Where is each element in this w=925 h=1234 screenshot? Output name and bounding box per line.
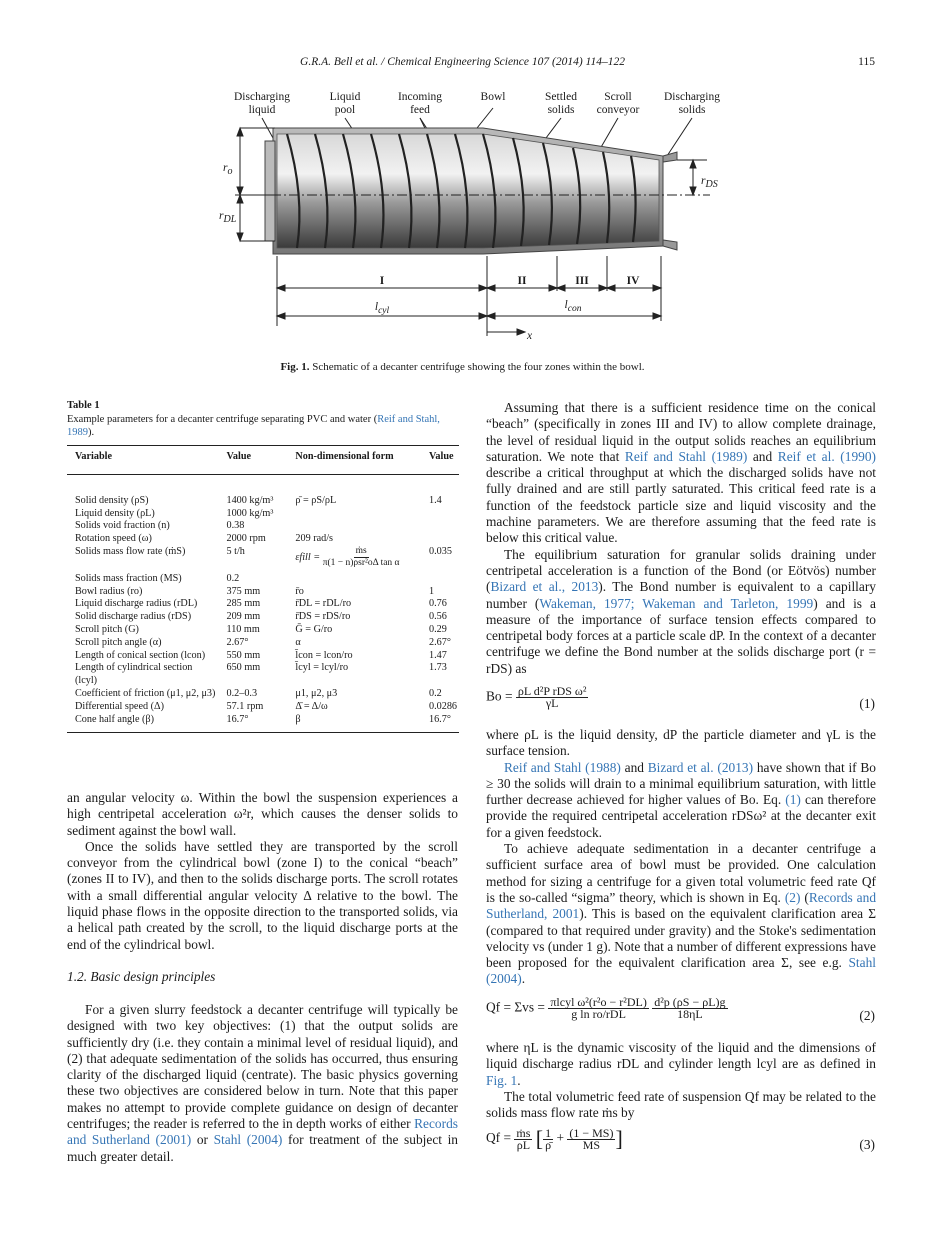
zone-label-4: IV bbox=[626, 275, 640, 287]
label-incoming-feed: Incoming feed bbox=[397, 91, 443, 116]
label-liquid-pool: Liquid pool bbox=[329, 91, 361, 116]
table-ref-link[interactable]: Reif and Stahl, 1989 bbox=[67, 413, 440, 438]
equation-1-number: (1) bbox=[859, 696, 875, 711]
zone-label-1: I bbox=[379, 275, 385, 287]
equation-3: Qf = $\frac{\text{ṁs}}{\rho L}$ [ $\frac{1}{\rhō}$ + $\frac{(1 - MS)}{MS}$ ] bbox=[486, 1125, 623, 1152]
paragraph: where ρL is the liquid density, dP the particle diameter and γL is the surface tension. bbox=[486, 727, 876, 759]
dim-rds: rDS bbox=[701, 175, 718, 190]
left-column-top bbox=[67, 790, 458, 953]
ref-link[interactable]: Records and Sutherland (2001) bbox=[67, 1116, 458, 1148]
table-row: Solids mass fraction (MS) 0.2 bbox=[75, 572, 240, 584]
ref-link[interactable]: Reif et al. (1990) bbox=[777, 448, 876, 464]
right-column-bottom bbox=[486, 1040, 876, 1121]
equation-1: Bo = $\frac{\text{ρL d²P rDS ω²}}{\gamma L}$ bbox=[486, 684, 587, 710]
paragraph: Reif and Stahl (1988) and Bizard et al. (2013) have shown that if Bo ≥ 30 the solids will drain to a minimal equilibrium saturation, with little further decrease achieved for higher values of Bo. Eq. (1) can therefore provide the required centripetal acceleration rDSω² at the decanter exit for a given feedstock. bbox=[486, 759, 876, 840]
table-title: Table 1 Example parameters for a decanter centrifuge separating PVC and water (Reif and Stahl, 1989). bbox=[67, 400, 440, 438]
table-row: Liquid discharge radius (rDL) 285 mm r̄DL = rDL/ro 0.76 bbox=[75, 598, 447, 610]
table-row: Length of cylindrical section (lcyl) 650 mm l̄cyl = lcyl/ro 1.73 bbox=[75, 662, 447, 687]
ref-link[interactable]: Stahl (2004) bbox=[213, 1132, 283, 1148]
table-row: Solids void fraction (n) 0.38 bbox=[75, 520, 245, 532]
left-column-bottom bbox=[67, 1002, 458, 1165]
parameters-table bbox=[67, 445, 459, 733]
figure-caption: Fig. 1. Schematic of a decanter centrifuge showing the four zones within the bowl. bbox=[280, 361, 645, 373]
table-row: Scroll pitch (G) 110 mm Ḡ = G/ro 0.29 bbox=[75, 623, 447, 635]
zone-label-3: III bbox=[575, 275, 589, 287]
zone-label-2: II bbox=[517, 275, 527, 287]
section-heading: 1.2. Basic design principles bbox=[67, 969, 216, 984]
equation-2: Qf = Σvs = $\frac{\text{πlcyl ω²(r²o − r²DL)}}{\text{g ln ro/rDL}}$ $\frac{\text{d²p (ρS − ρL)g}}{18\eta L}$ bbox=[486, 995, 726, 1021]
paragraph: To achieve adequate sedimentation in a decanter centrifuge a sufficient surface area of bowl must be provided. One calculation method for sizing a centrifuge for a given total volumetric feed rate Qf is the so-called “sigma” theory, which is shown in Eq. (2) (Records and Sutherland, 2001). This is based on the equivalent clarification area Σ (compared to that required under gravity) and the Stoke's sedimentation velocity vs (under 1 g). Note that a number of different expressions have been proposed for the equivalent clarification area Σ, see e.g. Stahl (2004). bbox=[486, 841, 877, 987]
dim-lcon: $l_{con}$ bbox=[564, 299, 582, 314]
table-row: Length of conical section (lcon) 550 mm l̄con = lcon/ro 1.47 bbox=[75, 649, 447, 661]
label-scroll-conveyor: Scroll conveyor bbox=[596, 91, 640, 116]
dim-x: x bbox=[527, 330, 533, 342]
table-row: Rotation speed (ω) 2000 rpm 209 rad/s bbox=[75, 533, 334, 545]
equation-link[interactable]: (2) bbox=[784, 889, 801, 905]
figure-link[interactable]: Fig. 1 bbox=[486, 1072, 518, 1088]
paragraph: The total volumetric feed rate of suspension Qf may be related to the solids mass flow rate ṁs by bbox=[486, 1088, 876, 1121]
label-discharging-liquid: Discharging liquid bbox=[233, 91, 291, 116]
col-value: Value bbox=[218, 446, 287, 475]
table-row: Solid density (ρS) 1400 kg/m³ ρ̄ = ρS/ρL 1.4 bbox=[75, 494, 442, 506]
table-row: Differential speed (Δ) 57.1 rpm Δ̄ = Δ/ω 0.0286 bbox=[75, 700, 457, 712]
page-number: 115 bbox=[858, 56, 875, 68]
table-row: Solids mass flow rate (ṁS) 5 t/h εfill = $\frac{\text{ṁs}}{\text{π(1 − n)ρsr²oΔ tan α}}$ 0.035 bbox=[67, 546, 459, 573]
label-settled-solids: Settled solids bbox=[545, 91, 577, 116]
table-row: Liquid density (ρL) 1000 kg/m³ bbox=[75, 507, 274, 519]
table-row: Bowl radius (ro) 375 mm r̄o 1 bbox=[75, 585, 435, 597]
ref-link[interactable]: Bizard et al. (2013) bbox=[647, 759, 754, 775]
label-bowl: Bowl bbox=[480, 91, 506, 103]
paragraph: an angular velocity ω. Within the bowl the suspension experiences a high centripetal acceleration ω²r, which causes the denser solids to sediment against the bowl wall. bbox=[67, 790, 458, 838]
equation-3-number: (3) bbox=[859, 1137, 875, 1152]
equation-link[interactable]: (1) bbox=[785, 792, 801, 808]
paragraph: where ηL is the dynamic viscosity of the liquid and the dimensions of liquid discharge radius rDL and cylinder length lcyl are as defined in Fig. 1. bbox=[486, 1040, 876, 1088]
dim-rdl: rDL bbox=[219, 210, 237, 225]
paragraph: The equilibrium saturation for granular solids draining under centripetal acceleration is a function of the Bond (or Eötvös) number (Bizard et al., 2013). The Bond number is equivalent to a capillary number (Wakeman, 1977; Wakeman and Tarleton, 1999) and is a measure of the importance of surface tension effects compared to centripetal body forces at a particle scale dP. In the context of a decanter centrifuge we define the Bond number at the solids discharge port (r = rDS) as bbox=[486, 546, 876, 676]
decanter-schematic bbox=[215, 86, 735, 351]
right-column-top bbox=[486, 400, 876, 677]
paragraph: Assuming that there is a sufficient residence time on the conical “beach” (specifically in zones III and IV) to allow complete drainage, the level of residual liquid in the output solids reaches an equilibrium saturation. We note that Reif and Stahl (1989) and Reif et al. (1990) describe a critical throughput at which the discharged solids have not fully drained and are still partly saturated. This critical feed rate is a function of the feedstock particle size and liquid viscosity and the machine parameters. We are therefore assuming that the feed rate is below this critical value. bbox=[486, 400, 876, 546]
table-row: Solid discharge radius (rDS) 209 mm r̄DS = rDS/ro 0.56 bbox=[75, 611, 447, 623]
label-discharging-solids: Discharging solids bbox=[663, 91, 721, 116]
ref-link[interactable]: Reif and Stahl (1988) bbox=[504, 759, 621, 775]
dim-ro: ro bbox=[223, 162, 233, 177]
dim-lcyl: $l_{cyl}$ bbox=[374, 301, 390, 316]
ref-link[interactable]: Bizard et al., 2013 bbox=[490, 579, 599, 595]
table-row: Scroll pitch angle (α) 2.67° α 2.67° bbox=[75, 636, 451, 648]
paragraph: For a given slurry feedstock a decanter centrifuge will typically be designed with two key objectives: (1) that the output solids are sufficiently dry (i.e. they contain a minimal level of residual liquid), and (2) that adequate sedimentation of the solids has occurred, thus ensuring clarity of the discharged liquid (centrate). The basic physics governing these two objectives are considered below in turn. Note that this paper makes no attempt to provide complete guidance on design of decanter centrifuges; the reader is referred to the in depth works of either Records and Sutherland (2001) or Stahl (2004) for treatment of the subject in much greater detail. bbox=[67, 1002, 458, 1164]
ref-link[interactable]: Stahl (2004) bbox=[486, 955, 876, 987]
right-column-middle bbox=[486, 727, 876, 988]
col-nondim: Non-dimensional form bbox=[287, 446, 421, 475]
col-variable: Variable bbox=[67, 446, 218, 475]
table-row: Coefficient of friction (μ1, μ2, μ3) 0.2–0.3 μ1, μ2, μ3 0.2 bbox=[75, 687, 442, 699]
paragraph: Once the solids have settled they are transported by the scroll conveyor from the cylindrical bowl (zone I) to the conical “beach” (zones II to IV), and then to the solids discharge ports. The scroll rotates with a small differential angular velocity Δ relative to the bowl. The liquid phase flows in the opposite direction to the transported solids, via a helical path created by the scroll, to the liquid discharge ports at the end of the cylindrical bowl. bbox=[67, 838, 458, 952]
efill-formula: εfill = $\frac{\text{ṁs}}{\text{π(1 − n)ρsr²oΔ tan α}}$ bbox=[295, 545, 400, 568]
ref-link[interactable]: Reif and Stahl (1989) bbox=[624, 448, 748, 464]
col-ndvalue: Value bbox=[421, 446, 459, 475]
equation-2-number: (2) bbox=[859, 1008, 875, 1023]
running-header: G.R.A. Bell et al. / Chemical Engineering Science 107 (2014) 114–122 bbox=[300, 56, 625, 68]
ref-link[interactable]: Records and Sutherland, 2001 bbox=[486, 889, 877, 922]
ref-link[interactable]: Wakeman, 1977; Wakeman and Tarleton, 1999 bbox=[539, 595, 814, 611]
table-row: Cone half angle (β) 16.7° β 16.7° bbox=[67, 714, 459, 733]
